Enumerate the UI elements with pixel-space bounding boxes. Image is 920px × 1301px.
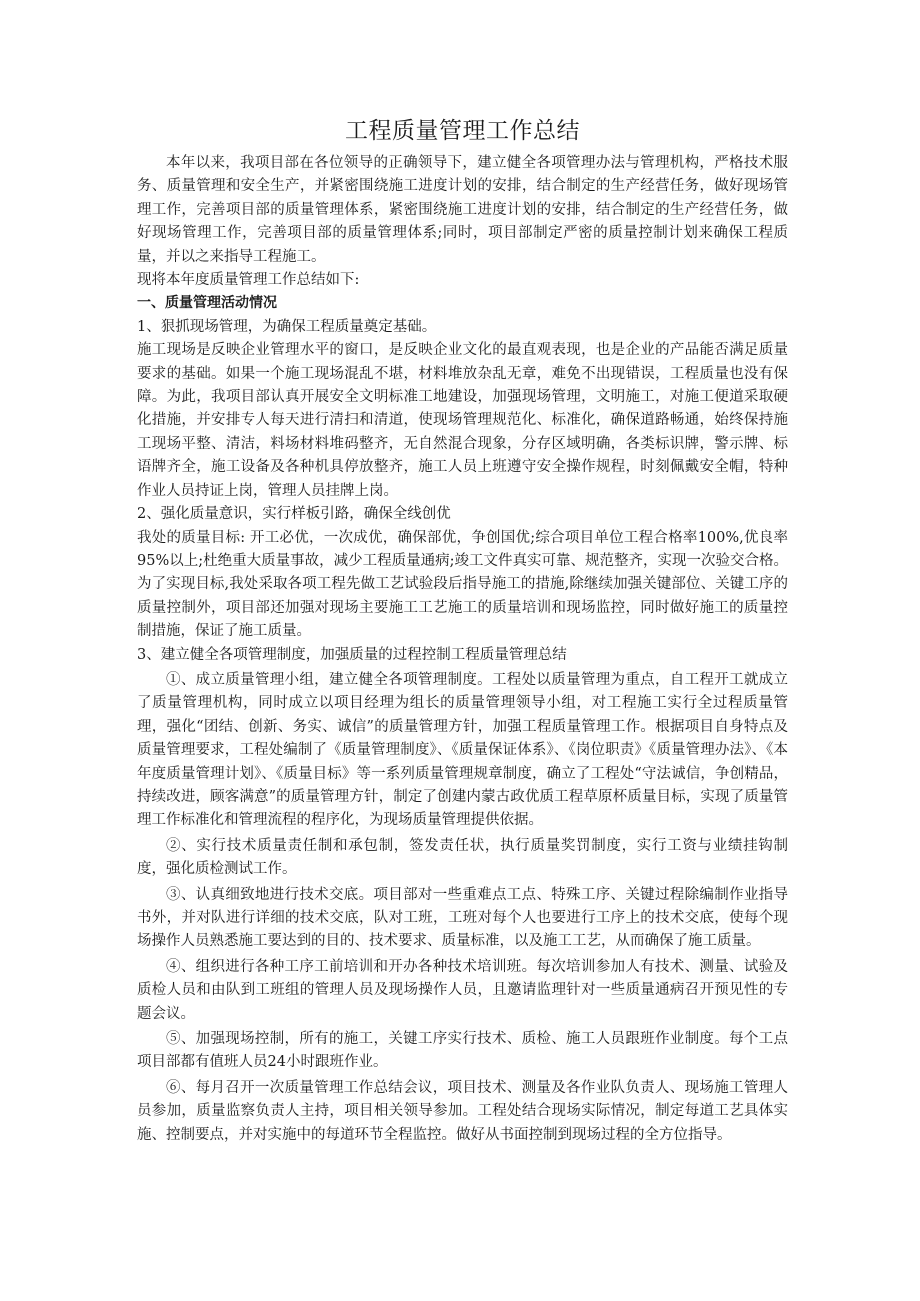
subsection-title-1: 1、狠抓现场管理，为确保工程质量奠定基础。 — [137, 318, 437, 335]
section-heading: 一、质量管理活动情况 — [137, 295, 277, 312]
list-item: ①、成立质量管理小组，建立健全各项管理制度。工程处以质量管理为重点，自工程开工就成立了质量管理机构，同时成立以项目经理为组长的质量管理领导小组，对工程施工实行全过程质量管理，强化“团结、创新、务实、诚信”的质量管理方针，加强工程质量管理工作。根据项目自身特点及质量管理要求，工程处编制了《质量管理制度》、《质量保证体系》、《岗位职责》《质量管理办法》、《本年度质量管理计划》、《质量目标》等一系列质量管理规章制度，确立了工程处“守法诚信，争创精品，持续改进，顾客满意”的质量管理方针，制定了创建内蒙古政优质工程草原杯质量目标，实现了质量管理工作标准化和管理流程的程序化，为现场质量管理提供依据。 — [137, 671, 788, 829]
subsection-title-3: 3、建立健全各项管理制度，加强质量的过程控制工程质量管理总结 — [137, 646, 567, 663]
document-page — [137, 112, 788, 1147]
list-item: ②、实行技术质量责任制和承包制，签发责任状，执行质量奖罚制度，实行工资与业绩挂钩制度，强化质检测试工作。 — [137, 837, 788, 878]
list-item: ⑥、每月召开一次质量管理工作总结会议，项目技术、测量及各作业队负责人、现场施工管理人员参加，质量监察负责人主持，项目相关领导参加。工程处结合现场实际情况，制定每道工艺具体实施、控制要点，并对实施中的每道环节全程监控。做好从书面控制到现场过程的全方位指导。 — [137, 1079, 788, 1143]
list-item: ③、认真细致地进行技术交底。项目部对一些重难点工点、特殊工序、关键过程除编制作业指导书外，并对队进行详细的技术交底，队对工班，工班对每个人也要进行工序上的技术交底，使每个现场操作人员熟悉施工要达到的目的、技术要求、质量标准，以及施工工艺，从而确保了施工质量。 — [137, 886, 788, 950]
document-title: 工程质量管理工作总结 — [345, 118, 580, 144]
intro-paragraph: 本年以来，我项目部在各位领导的正确领导下，建立健全各项管理办法与管理机构，严格技术服务、质量管理和安全生产，并紧密围绕施工进度计划的安排，结合制定的生产经营任务，做好现场管理工作，完善项目部的质量管理体系，紧密围绕施工进度计划的安排，结合制定的生产经营任务，做好现场管理工作，完善项目部的质量管理体系;同时，项目部制定严密的质量控制计划来确保工程质量，并以之来指导工程施工。 — [137, 155, 788, 265]
subsection-title-2: 2、强化质量意识，实行样板引路，确保全线创优 — [137, 506, 451, 523]
subsection-body-1: 施工现场是反映企业管理水平的窗口，是反映企业文化的最直观表现，也是企业的产品能否满足质量要求的基础。如果一个施工现场混乱不堪，材料堆放杂乱无章，难免不出现错误，工程质量也没有保障。为此，我项目部认真开展安全文明标准工地建设，加强现场管理，文明施工，对施工便道采取硬化措施，并安排专人每天进行清扫和清道，使现场管理规范化、标准化，确保道路畅通，始终保持施工现场平整、清洁，料场材料堆码整齐，无自然混合现象，分存区域明确，各类标识牌，警示牌、标语牌齐全，施工设备及各种机具停放整齐，施工人员上班遵守安全操作规程，时刻佩戴安全帽，特种作业人员持证上岗，管理人员挂牌上岗。 — [137, 342, 788, 499]
summary-lead: 现将本年度质量管理工作总结如下: — [137, 272, 360, 289]
subsection-body-2: 我处的质量目标: 开工必优，一次成优，确保部优，争创国优;综合项目单位工程合格率100%,优良率95%以上;杜绝重大质量事故，减少工程质量通病;竣工文件真实可靠、规范整齐，实现一次验交合格。为了实现目标,我处采取各项工程先做工艺试验段后指导施工的措施,除继续加强关键部位、关键工序的质量控制外，项目部还加强对现场主要施工工艺施工的质量培训和现场监控，同时做好施工的质量控制措施，保证了施工质量。 — [137, 529, 788, 640]
list-item: ⑤、加强现场控制，所有的施工，关键工序实行技术、质检、施工人员跟班作业制度。每个工点项目部都有值班人员24小时跟班作业。 — [137, 1031, 788, 1071]
list-item: ④、组织进行各种工序工前培训和开办各种技术培训班。每次培训参加人有技术、测量、试验及质检人员和由队到工班组的管理人员及现场操作人员，且邀请监理针对一些质量通病召开预见性的专题会议。 — [137, 958, 788, 1022]
